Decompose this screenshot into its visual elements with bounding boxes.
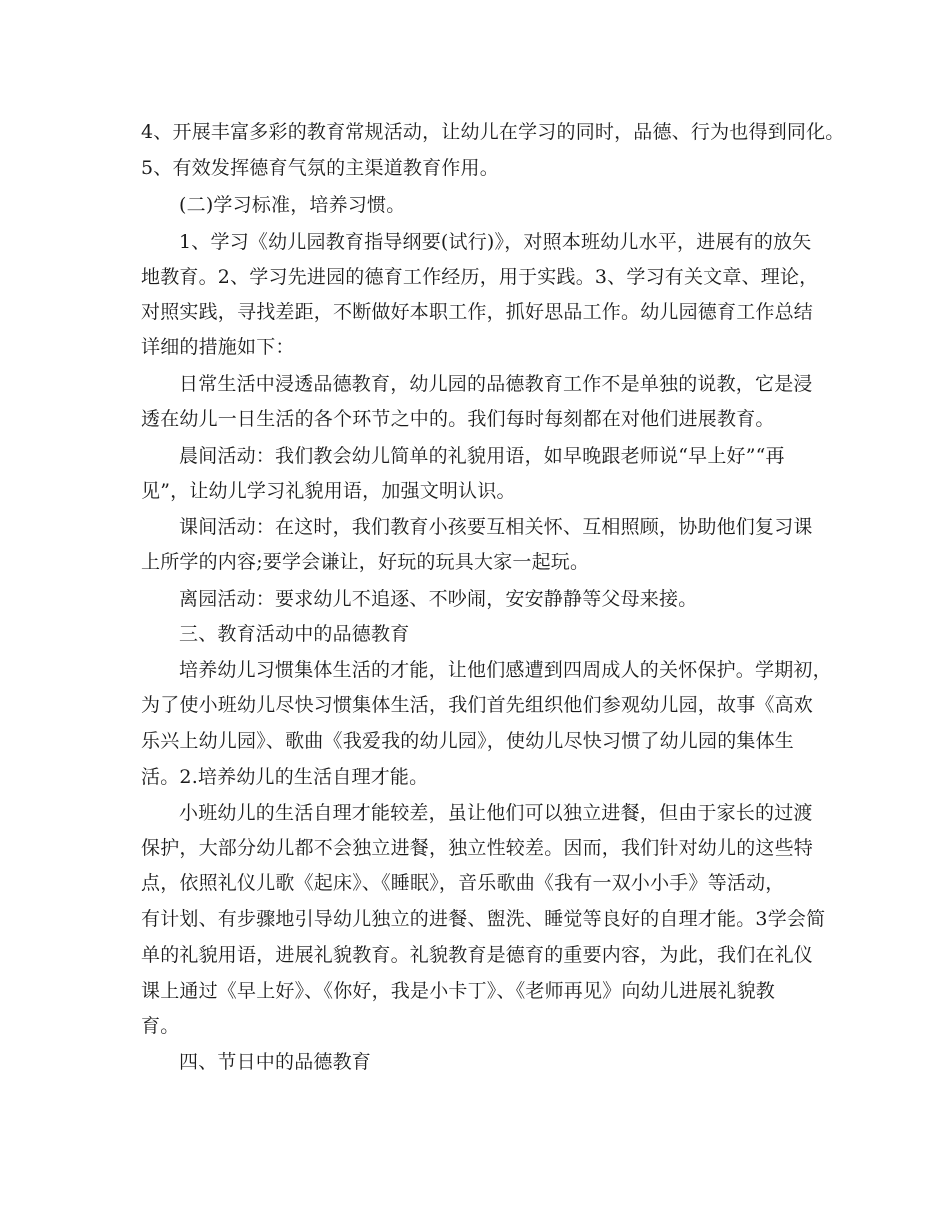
text-line: 育。 — [141, 1015, 180, 1037]
text-line: 课上通过《早上好》、《你好，我是小卡丁》、《老师再见》向幼儿进展礼貌教 — [141, 980, 776, 1002]
text-line: 4、开展丰富多彩的教育常规活动，让幼儿在学习的同时，品德、行为也得到同化。 — [141, 121, 845, 143]
text-line: 离园活动：要求幼儿不追逐、不吵闹，安安静静等父母来接。 — [179, 588, 698, 610]
text-line: 对照实践，寻找差距，不断做好本职工作，抓好思品工作。幼儿园德育工作总结 — [141, 301, 814, 323]
text-line: 小班幼儿的生活自理才能较差，虽让他们可以独立进餐，但由于家长的过渡 — [179, 802, 813, 824]
text-line: 5、有效发挥德育气氛的主渠道教育作用。 — [141, 157, 499, 179]
text-line: 活。2.培养幼儿的生活自理才能。 — [141, 766, 429, 788]
text-line: 晨间活动：我们教会幼儿简单的礼貌用语，如早晚跟老师说“早上好”“再 — [179, 445, 785, 467]
text-line: 有计划、有步骤地引导幼儿独立的进餐、盥洗、睡觉等良好的自理才能。3学会简 — [141, 908, 826, 930]
section-heading: 四、节日中的品德教育 — [179, 1051, 372, 1073]
text-line: 为了使小班幼儿尽快习惯集体生活，我们首先组织他们参观幼儿园，故事《高欢 — [141, 694, 814, 716]
text-line: 透在幼儿一日生活的各个环节之中的。我们每时每刻都在对他们进展教育。 — [141, 408, 775, 430]
text-line: 点，依照礼仪儿歌《起床》、《睡眠》，音乐歌曲《我有一双小小手》等活动， — [141, 872, 785, 894]
section-heading: (二)学习标准，培养习惯。 — [179, 194, 406, 216]
text-line: 乐兴上幼儿园》、歌曲《我爱我的幼儿园》，使幼儿尽快习惯了幼儿园的集体生 — [141, 730, 795, 752]
text-line: 地教育。2、学习先进园的德育工作经历，用于实践。3、学习有关文章、理论， — [141, 266, 819, 288]
text-line: 单的礼貌用语，进展礼貌教育。礼貌教育是德育的重要内容，为此，我们在礼仪 — [141, 944, 814, 966]
text-line: 1、学习《幼儿园教育指导纲要(试行)》，对照本班幼儿水平，进展有的放矢 — [179, 231, 812, 253]
text-line: 日常生活中浸透品德教育，幼儿园的品德教育工作不是单独的说教，它是浸 — [179, 373, 813, 395]
text-line: 培养幼儿习惯集体生活的才能，让他们感遭到四周成人的关怀保护。学期初， — [179, 659, 832, 681]
section-heading: 三、教育活动中的品德教育 — [179, 623, 410, 645]
text-line: 保护，大部分幼儿都不会独立进餐，独立性较差。因而，我们针对幼儿的这些特 — [141, 837, 814, 859]
text-line: 上所学的内容;要学会谦让，好玩的玩具大家一起玩。 — [141, 551, 590, 573]
text-line: 课间活动：在这时，我们教育小孩要互相关怀、互相照顾，协助他们复习课 — [179, 516, 813, 538]
text-line: 详细的措施如下： — [141, 336, 295, 358]
text-line: 见”，让幼儿学习礼貌用语，加强文明认识。 — [141, 480, 516, 502]
